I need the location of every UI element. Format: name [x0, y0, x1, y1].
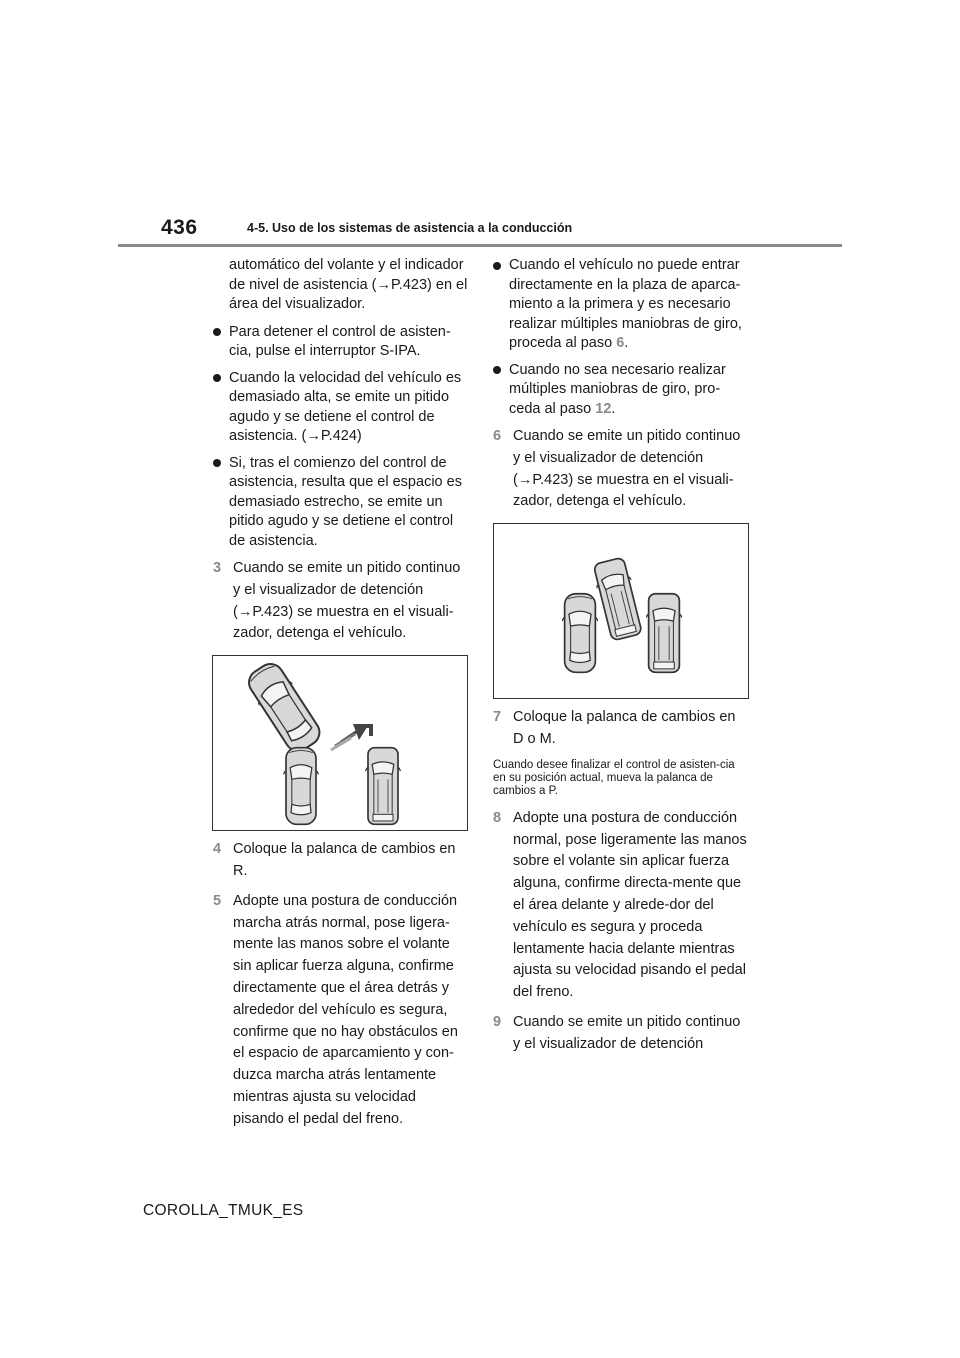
bullet-item — [213, 369, 469, 447]
left-column — [213, 256, 469, 1139]
step-4 — [213, 839, 469, 883]
illustration-parked-between — [493, 523, 749, 699]
step-number: 9 — [493, 1013, 502, 1030]
step-reference: 12 — [595, 400, 612, 417]
step-5 — [213, 891, 469, 1131]
vehicle-icon — [242, 658, 327, 758]
footer-model-code: COROLLA_TMUK_ES — [143, 1202, 304, 1219]
note-text: Cuando desee finalizar el control de asisten-cia en su posición actual, mueva la palanca de cambios a P. — [493, 758, 735, 797]
step-number: 8 — [493, 809, 502, 826]
step-number: 3 — [213, 560, 222, 576]
bullet-dot-icon — [213, 328, 221, 336]
step-number: 4 — [213, 841, 222, 858]
direction-arrow-icon — [331, 724, 371, 750]
parked-car-icon — [562, 594, 598, 673]
step-text: Adopte una postura de conducción normal, pose ligeramente las manos sobre el volante sin aplicar fuerza alguna, confirme directa-mente que el área delante y alrede-dor del vehículo es segura y proceda lentamente hacia delante mientras ajusta su velocidad pisando el pedal del freno. — [513, 809, 747, 1001]
bullet-dot-icon — [493, 366, 501, 374]
step-number: 7 — [493, 709, 502, 726]
page-number: 436 — [161, 216, 198, 239]
step-number: 6 — [493, 428, 502, 444]
parked-suv-icon — [646, 594, 682, 673]
header-rule — [118, 244, 842, 247]
bullet-item — [493, 361, 749, 420]
bullet-dot-icon — [213, 374, 221, 382]
bullet-text: Si, tras el comienzo del control de asistencia, resulta que el espacio es demasiado estrecho, se emite un pitido agudo y se detiene el control de asistencia. — [229, 454, 462, 549]
step-text: Cuando se emite un pitido continuo y el visualizador de detención (→P.423) se muestra en el visuali-zador, detenga el vehículo. — [513, 428, 741, 510]
step-reference: 6 — [616, 335, 625, 351]
step-7 — [493, 707, 749, 751]
bullet-text: Cuando la velocidad del vehículo es demasiado alta, se emite un pitido agudo y se detiene el control de asistencia. (→P.424) — [229, 369, 462, 444]
step-text: Coloque la palanca de cambios en R. — [233, 841, 456, 879]
bullet-item — [493, 256, 749, 354]
step-6 — [493, 426, 749, 513]
bullet-dot-icon — [493, 262, 501, 270]
step-number: 5 — [213, 892, 222, 909]
bullet-item — [213, 454, 469, 552]
step-text: Coloque la palanca de cambios en D o M. — [513, 709, 736, 747]
bullet-text-end: . — [624, 335, 629, 351]
parked-car-icon — [284, 748, 319, 825]
bullet-dot-icon — [213, 459, 221, 467]
bullet-text: Cuando el vehículo no puede entrar directamente en la plaza de aparca-miento a la primera y es necesario realizar múltiples maniobras de giro, proceda al paso — [509, 257, 742, 351]
bullet-item — [213, 323, 469, 362]
bullet-text: Para detener el control de asisten-cia, pulse el interruptor S-IPA. — [229, 323, 451, 359]
bullet-text: Cuando no sea necesario realizar múltiples maniobras de giro, pro-ceda al paso — [509, 361, 726, 417]
section-title: 4-5. Uso de los sistemas de asistencia a la conducción — [247, 221, 573, 235]
illustration-reverse-approach — [212, 655, 468, 831]
parked-suv-icon — [366, 748, 401, 825]
step-8 — [493, 808, 749, 1004]
vehicle-icon — [591, 557, 645, 642]
right-column — [493, 256, 749, 1064]
step-9 — [493, 1012, 749, 1056]
step-text: Cuando se emite un pitido continuo y el visualizador de detención — [513, 1013, 741, 1052]
step-3 — [213, 558, 469, 645]
step-text: Adopte una postura de conducción marcha atrás normal, pose ligera-mente las manos sobre el volante sin aplicar fuerza alguna, confirme directamente que el área detrás y alrededor del vehículo es segura, confirme que no hay obstáculos en el espacio de aparcamiento y con-duzca marcha atrás lentamente mientras ajusta su velocidad pisando el pedal del freno. — [233, 892, 458, 1127]
bullet-text-end: . — [611, 400, 616, 417]
step-text: Cuando se emite un pitido continuo y el visualizador de detención (→P.423) se muestra en el visuali-zador, detenga el vehículo. — [233, 560, 461, 642]
continuation-paragraph: automático del volante y el indicador de nivel de asistencia (→P.423) en el área del visualizador. — [229, 257, 468, 312]
